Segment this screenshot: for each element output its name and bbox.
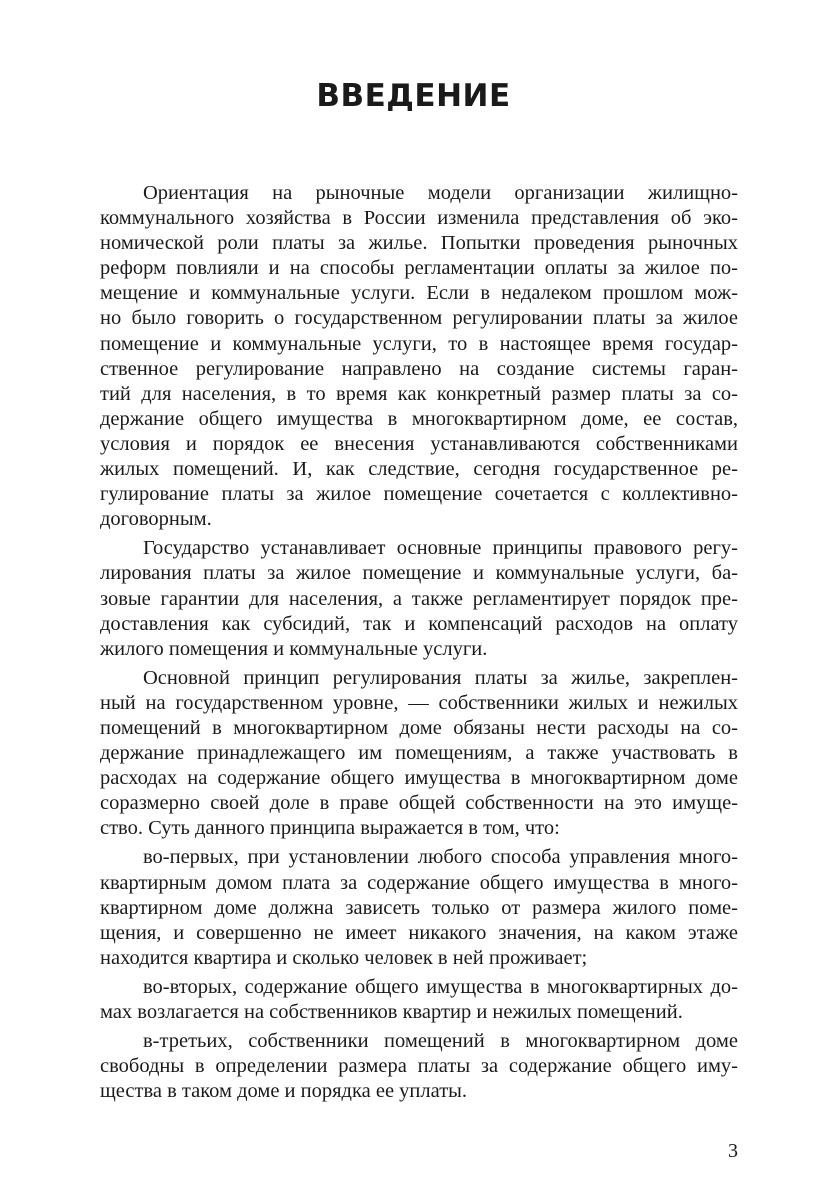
text-line: во-вторых, содержание общего имущества в многоквартирных до-	[143, 975, 738, 998]
text-line: зовые гарантии для населения, а также регламентирует порядок пре-	[100, 587, 738, 610]
text-line: находится квартира и сколько человек в ней проживает;	[100, 946, 588, 969]
text-line: договорным.	[100, 508, 212, 531]
text-line: в-третьих, собственники помещений в многоквартирном доме	[143, 1030, 738, 1053]
text-line: расходах на содержание общего имущества в многоквартирном доме	[100, 767, 738, 790]
text-line: свободны в определении размера платы за содержание общего иму-	[100, 1055, 738, 1078]
text-body	[100, 181, 738, 1108]
paragraph-5	[100, 975, 738, 1025]
text-line: но было говорить о государственном регулировании платы за жилое	[100, 307, 738, 330]
text-line: Ориентация на рыночные модели организации жилищно-	[143, 182, 738, 204]
paragraph-1	[100, 181, 738, 532]
text-line: коммунального хозяйства в России изменила представления об эко-	[100, 207, 738, 230]
text-line: гулирование платы за жилое помещение сочетается с коллективно-	[100, 483, 738, 506]
text-line: ный на государственном уровне, — собственники жилых и нежилых	[100, 691, 738, 714]
page-title: ВВЕДЕНИЕ	[316, 78, 511, 114]
paragraph-2	[100, 536, 738, 661]
text-line: во-первых, при установлении любого способа управления много-	[143, 846, 738, 869]
text-line: жилых помещений. И, как следствие, сегодня государственное ре-	[100, 458, 738, 481]
paragraph-6	[100, 1029, 738, 1104]
text-line: ственное регулирование направлено на создание системы гаран-	[100, 357, 738, 380]
text-line: щения, и совершенно не имеет никакого значения, на каком этаже	[100, 921, 738, 944]
text-line: квартирным домом плата за содержание общего имущества в много-	[100, 871, 738, 894]
text-line: помещений в многоквартирном доме обязаны нести расходы на со-	[100, 716, 738, 739]
text-line: квартирном доме должна зависеть только от размера жилого поме-	[100, 896, 738, 919]
text-line: реформ повлияли и на способы регламентации оплаты за жилое по-	[100, 257, 738, 280]
text-line: ство. Суть данного принципа выражается в том, что:	[100, 817, 560, 840]
paragraph-3	[100, 666, 738, 842]
text-line: Государство устанавливает основные принципы правового регу-	[143, 537, 738, 560]
text-line: щества в таком доме и порядка ее уплаты.	[100, 1080, 468, 1103]
paragraph-4	[100, 845, 738, 970]
text-line: держание принадлежащего им помещениям, а также участвовать в	[100, 742, 738, 765]
text-line: соразмерно своей доле в праве общей собственности на это имуще-	[100, 792, 738, 815]
text-line: условия и порядок ее внесения устанавливаются собственниками	[100, 432, 738, 455]
text-line: жилого помещения и коммунальные услуги.	[100, 637, 488, 660]
page-number: 3	[728, 1140, 738, 1162]
text-line: Основной принцип регулирования платы за жилье, закреплен-	[143, 666, 738, 689]
text-line: лирования платы за жилое помещение и коммунальные услуги, ба-	[100, 562, 738, 585]
text-line: помещение и коммунальные услуги, то в настоящее время государ-	[100, 332, 738, 355]
text-line: держание общего имущества в многоквартирном доме, ее состав,	[100, 407, 738, 430]
text-line: доставления как субсидий, так и компенсаций расходов на оплату	[100, 612, 738, 635]
text-line: мах возлагается на собственников квартир и нежилых помещений.	[100, 1001, 683, 1023]
text-line: тий для населения, в то время как конкретный размер платы за со-	[100, 382, 738, 405]
text-line: номической роли платы за жилье. Попытки проведения рыночных	[100, 232, 738, 255]
text-line: мещение и коммунальные услуги. Если в недалеком прошлом мож-	[100, 282, 738, 305]
